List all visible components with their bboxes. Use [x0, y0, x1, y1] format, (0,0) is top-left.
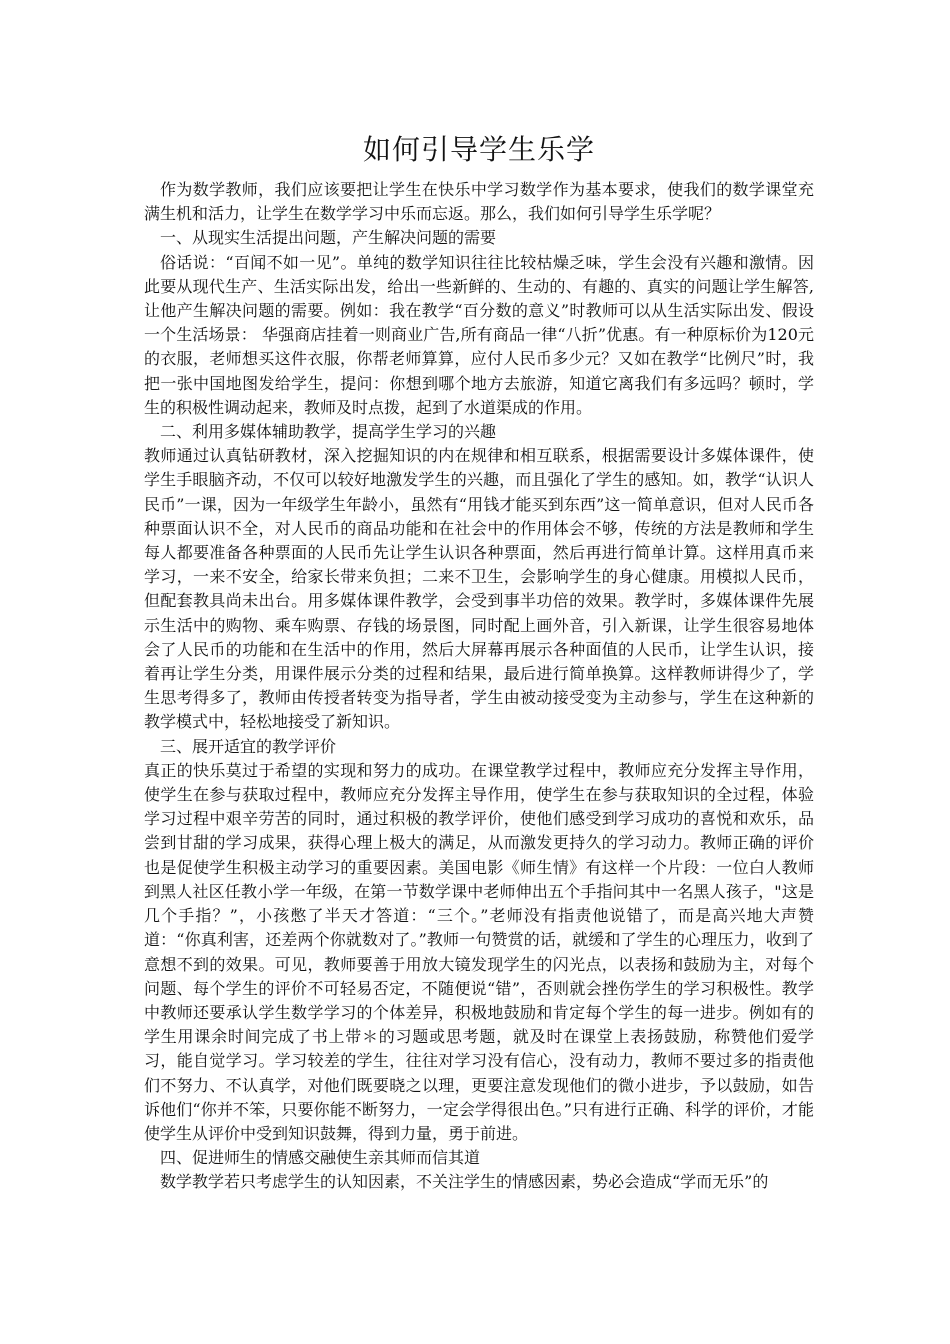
intro-paragraph: 作为数学教师，我们应该要把让学生在快乐中学习数学作为基本要求，使我们的数学课堂充满生机和活力，让学生在数学学习中乐而忘返。那么，我们如何引导学生乐学呢？: [144, 180, 814, 224]
section-4-body: 数学教学若只考虑学生的认知因素，不关注学生的情感因素，势必会造成“学而无乐”的: [160, 1172, 769, 1192]
section-4-heading: 四、促进师生的情感交融使生亲其师而信其道: [160, 1148, 481, 1168]
section-2-heading: 二、利用多媒体辅助教学，提高学生学习的兴趣: [160, 422, 497, 442]
section-3-heading: 三、展开适宜的教学评价: [160, 736, 337, 756]
section-1-heading: 一、从现实生活提出问题，产生解决问题的需要: [160, 228, 497, 248]
document-page: [144, 128, 814, 1195]
section-3-body: 真正的快乐莫过于希望的实现和努力的成功。在课堂教学过程中，教师应充分发挥主导作用，使学生在参与获取过程中，教师应充分发挥主导作用，使学生在参与获取知识的全过程，体验学习过程中艰辛劳苦的同时，通过积极的教学评价，使他们感受到学习成功的喜悦和欢乐，品尝到甘甜的学习成果，获得心理上极大的满足，从而激发更持久的学习动力。教师正确的评价也是促使学生积极主动学习的重要因素。美国电影《师生情》有这样一个片段：一位白人教师到黑人社区任教小学一年级，在第一节数学课中老师伸出五个手指问其中一名黑人孩子，"这是几个手指？”，小孩憋了半天才答道：“三个。”老师没有指责他说错了，而是高兴地大声赞道：“你真利害，还差两个你就数对了。”教师一句赞赏的话，就缓和了学生的心理压力，收到了意想不到的效果。可见，教师要善于用放大镜发现学生的闪光点，以表扬和鼓励为主，对每个问题、每个学生的评价不可轻易否定，不随便说“错”，否则就会挫伤学生的学习积极性。教学中教师还要承认学生数学学习的个体差异，积极地鼓励和肯定每个学生的每一进步。例如有的学生用课余时间完成了书上带＊的习题或思考题，就及时在课堂上表扬鼓励，称赞他们爱学习，能自觉学习。学习较差的学生，往往对学习没有信心，没有动力，教师不要过多的指责他们不努力、不认真学，对他们既要晓之以理，更要注意发现他们的微小进步，予以鼓励，如告诉他们“你并不笨，只要你能不断努力，一定会学得很出色。”只有进行正确、科学的评价，才能使学生从评价中受到知识鼓舞，得到力量，勇于前进。: [144, 760, 814, 1143]
document-title: 如何引导学生乐学: [362, 133, 595, 166]
section-1-body: 俗话说：“百闻不如一见”。单纯的数学知识往往比较枯燥乏味，学生会没有兴趣和激情。因此要从现代生产、生活实际出发，给出一些新鲜的、生动的、有趣的、真实的问题让学生解答,让他产生解决问题的需要。例如：我在教学“百分数的意义”时教师可以从生活实际出发、假设一个生活场景： 华强商店挂着一则商业广告,所有商品一律“八折”优惠。有一种原标价为120元的衣服，老师想买这件衣服，你帮老师算算，应付人民币多少元？又如在教学“比例尺”时，我把一张中国地图发给学生，提问：你想到哪个地方去旅游，知道它离我们有多远吗？顿时，学生的积极性调动起来，教师及时点拨，起到了水道渠成的作用。: [144, 252, 814, 417]
section-2-body: 教师通过认真钻研教材，深入挖掘知识的内在规律和相互联系，根据需要设计多媒体课件，使学生手眼脑齐动，不仅可以较好地激发学生的兴趣，而且强化了学生的感知。如，教学“认识人民币”一课，因为一年级学生年龄小，虽然有“用钱才能买到东西”这一简单意识，但对人民币各种票面认识不全，对人民币的商品功能和在社会中的作用体会不够，传统的方法是教师和学生每人都要准备各种票面的人民币先让学生认识各种票面，然后再进行简单计算。这样用真币来学习，一来不安全，给家长带来负担；二来不卫生，会影响学生的身心健康。用模拟人民币，但配套教具尚未出台。用多媒体课件教学，会受到事半功倍的效果。教学时，多媒体课件先展示生活中的购物、乘车购票、存钱的场景图，同时配上画外音，引入新课，让学生很容易地体会了人民币的功能和在生活中的作用，然后大屏幕再展示各种面值的人民币，让学生认识，接着再让学生分类，用课件展示分类的过程和结果，最后进行简单换算。这样教师讲得少了，学生思考得多了，教师由传授者转变为指导者，学生由被动接受变为主动参与，学生在这种新的教学模式中，轻松地接受了新知识。: [144, 446, 814, 732]
